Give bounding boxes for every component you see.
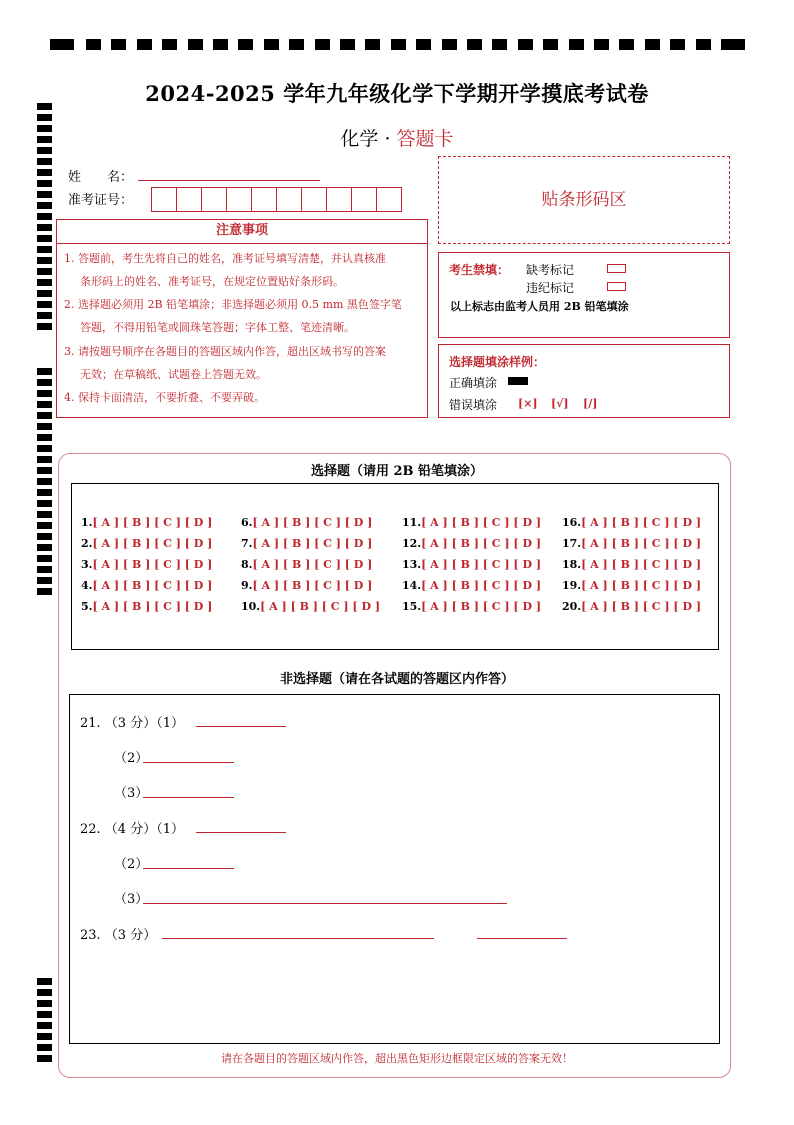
timing-mark (722, 39, 745, 50)
choice-question-number: 10. (241, 600, 261, 613)
timing-mark (315, 39, 330, 50)
choice-question[interactable] (241, 516, 372, 529)
timing-mark (37, 158, 52, 165)
timing-mark (645, 39, 660, 50)
choice-question-number: 6. (241, 516, 253, 529)
nonchoice-section-title: 非选择题（请在各试题的答题区内作答） (279, 672, 514, 687)
timing-mark (340, 39, 355, 50)
timing-mark (37, 434, 52, 441)
timing-mark (137, 39, 152, 50)
notice-line-6: 无效；在草稿纸、试题卷上答题无效。 (80, 368, 267, 381)
choice-question-number: 15. (402, 600, 422, 613)
choice-question-number: 8. (241, 558, 253, 571)
timing-mark (467, 39, 482, 50)
timing-mark (37, 290, 52, 297)
choice-question[interactable] (402, 600, 541, 613)
choice-question[interactable] (81, 537, 212, 550)
timing-mark (162, 39, 177, 50)
exam-id-cell[interactable] (151, 187, 177, 212)
choice-question-number: 20. (562, 600, 582, 613)
timing-mark (37, 511, 52, 518)
timing-mark (37, 478, 52, 485)
choice-options[interactable]: [ A ] [ B ] [ C ] [ D ] (260, 600, 381, 613)
choice-options[interactable]: [ A ] [ B ] [ C ] [ D ] (252, 516, 373, 529)
choice-options[interactable]: [ A ] [ B ] [ C ] [ D ] (92, 558, 213, 571)
choice-question[interactable] (402, 558, 541, 571)
q22-3-label: （3） (114, 892, 149, 907)
choice-question-number: 9. (241, 579, 253, 592)
q23-label: 23. （3 分） (80, 928, 157, 943)
timing-mark (569, 39, 584, 50)
choice-options[interactable]: [ A ] [ B ] [ C ] [ D ] (92, 579, 213, 592)
choice-question-number: 19. (562, 579, 582, 592)
choice-options[interactable]: [ A ] [ B ] [ C ] [ D ] (581, 516, 702, 529)
timing-mark (37, 500, 52, 507)
left-timing-marks-middle (37, 368, 52, 599)
choice-question-number: 12. (402, 537, 422, 550)
choice-options[interactable]: [ A ] [ B ] [ C ] [ D ] (252, 558, 373, 571)
exam-id-cell[interactable] (326, 187, 352, 212)
choice-question-number: 1. (81, 516, 93, 529)
timing-mark (416, 39, 431, 50)
choice-options[interactable]: [ A ] [ B ] [ C ] [ D ] (581, 579, 702, 592)
page-title: 2024-2025 学年九年级化学下学期开学摸底考试卷 (145, 81, 649, 106)
choice-options[interactable]: [ A ] [ B ] [ C ] [ D ] (252, 537, 373, 550)
wrong-fill-example-3: [/] (583, 397, 598, 410)
choice-question[interactable] (562, 579, 701, 592)
absent-mark-label: 缺考标记 (526, 263, 575, 277)
timing-mark (391, 39, 406, 50)
timing-mark (37, 368, 52, 375)
choice-question[interactable] (81, 516, 212, 529)
timing-mark (37, 257, 52, 264)
exam-id-cell[interactable] (276, 187, 302, 212)
timing-mark (670, 39, 685, 50)
timing-mark (188, 39, 203, 50)
q22-label: 22. （4 分）（1） (80, 822, 184, 837)
timing-mark (37, 379, 52, 386)
timing-mark (37, 1011, 52, 1018)
timing-mark (594, 39, 609, 50)
choice-options[interactable]: [ A ] [ B ] [ C ] [ D ] (421, 558, 542, 571)
choice-question[interactable] (402, 516, 541, 529)
choice-options[interactable]: [ A ] [ B ] [ C ] [ D ] (421, 579, 542, 592)
notice-line-3: 2. 选择题必须用 2B 铅笔填涂；非选择题必须用 0.5 mm 黑色签字笔 (64, 298, 402, 311)
timing-mark (37, 213, 52, 220)
timing-mark (37, 169, 52, 176)
timing-mark (289, 39, 304, 50)
timing-mark (37, 533, 52, 540)
timing-mark (37, 401, 52, 408)
fill-sample-title: 选择题填涂样例： (449, 355, 546, 369)
wrong-fill-example-1: [×] (518, 397, 538, 410)
timing-mark (518, 39, 533, 50)
choice-question[interactable] (562, 600, 701, 613)
choice-question[interactable] (81, 558, 212, 571)
timing-mark (696, 39, 711, 50)
exam-id-cell[interactable] (301, 187, 327, 212)
correct-fill-example (508, 377, 528, 385)
timing-mark (37, 412, 52, 419)
timing-mark (37, 1022, 52, 1029)
choice-question[interactable] (81, 600, 212, 613)
q21-3-answer-line[interactable] (143, 797, 234, 798)
timing-mark (37, 323, 52, 330)
q21-3-label: （3） (114, 786, 149, 801)
choice-question[interactable] (562, 537, 701, 550)
nonchoice-answer-box (69, 694, 720, 1044)
choice-options[interactable]: [ A ] [ B ] [ C ] [ D ] (581, 600, 702, 613)
choice-question-number: 14. (402, 579, 422, 592)
timing-mark (111, 39, 126, 50)
wrong-fill-label: 错误填涂 (449, 398, 498, 412)
name-field[interactable] (138, 180, 320, 181)
exam-id-cell[interactable] (226, 187, 252, 212)
choice-question[interactable] (241, 600, 380, 613)
violation-mark-label: 违纪标记 (526, 281, 575, 295)
choice-question[interactable] (241, 537, 372, 550)
notice-line-1: 1. 答题前，考生先将自己的姓名，准考证号填写清楚，并认真核准 (64, 252, 386, 265)
exam-id-cell[interactable] (201, 187, 227, 212)
timing-mark (37, 555, 52, 562)
choice-options[interactable]: [ A ] [ B ] [ C ] [ D ] (92, 516, 213, 529)
q22-1-answer-line[interactable] (196, 832, 286, 833)
timing-mark (37, 1000, 52, 1007)
timing-mark (37, 235, 52, 242)
footer-warning: 请在各题目的答题区域内作答，超出黑色矩形边框限定区域的答案无效！ (221, 1052, 573, 1065)
choice-options[interactable]: [ A ] [ B ] [ C ] [ D ] (421, 516, 542, 529)
timing-mark (37, 279, 52, 286)
subtitle-card: 答题卡 (396, 128, 454, 150)
timing-mark (37, 577, 52, 584)
q22-2-label: （2） (114, 857, 149, 872)
timing-mark (86, 39, 101, 50)
choice-question[interactable] (562, 558, 701, 571)
choice-question-number: 11. (402, 516, 422, 529)
choice-question[interactable] (81, 579, 212, 592)
exam-id-boxes[interactable] (152, 187, 402, 212)
violation-mark-box[interactable] (607, 282, 626, 291)
notice-heading: 注意事项 (56, 219, 428, 244)
choice-options[interactable]: [ A ] [ B ] [ C ] [ D ] (421, 537, 542, 550)
timing-mark (37, 246, 52, 253)
choice-question-number: 16. (562, 516, 582, 529)
timing-mark (37, 522, 52, 529)
choice-question[interactable] (562, 516, 701, 529)
correct-fill-label: 正确填涂 (449, 376, 498, 390)
page-subtitle (0, 124, 794, 151)
absent-mark-box[interactable] (607, 264, 626, 273)
choice-question-number: 3. (81, 558, 93, 571)
q21-2-answer-line[interactable] (143, 762, 234, 763)
exam-id-label: 准考证号： (68, 193, 134, 208)
timing-mark (37, 114, 52, 121)
forbidden-note: 以上标志由监考人员用 2B 铅笔填涂 (450, 300, 629, 313)
choice-question-number: 2. (81, 537, 93, 550)
q22-2-answer-line[interactable] (143, 868, 234, 869)
timing-mark (365, 39, 380, 50)
choice-question-number: 7. (241, 537, 253, 550)
timing-mark (37, 1033, 52, 1040)
timing-mark (619, 39, 634, 50)
exam-id-cell[interactable] (351, 187, 377, 212)
top-timing-marks (50, 39, 745, 51)
timing-mark (37, 268, 52, 275)
forbidden-label: 考生禁填： (449, 263, 510, 277)
choice-question[interactable] (402, 537, 541, 550)
choice-options[interactable]: [ A ] [ B ] [ C ] [ D ] (581, 558, 702, 571)
choice-question-number: 18. (562, 558, 582, 571)
timing-mark (37, 544, 52, 551)
timing-mark (37, 423, 52, 430)
q23-answer-line-1[interactable] (162, 938, 434, 939)
timing-mark (492, 39, 507, 50)
timing-mark (238, 39, 253, 50)
choice-question[interactable] (241, 579, 372, 592)
notice-line-5: 3. 请按题号顺序在各题目的答题区域内作答，超出区域书写的答案 (64, 345, 386, 358)
choice-question-number: 13. (402, 558, 422, 571)
timing-mark (37, 191, 52, 198)
timing-mark (213, 39, 228, 50)
choice-question[interactable] (241, 558, 372, 571)
timing-mark (264, 39, 279, 50)
choice-options[interactable]: [ A ] [ B ] [ C ] [ D ] (92, 537, 213, 550)
choice-question-number: 4. (81, 579, 93, 592)
timing-mark (37, 588, 52, 595)
wrong-fill-example-2: [√] (551, 397, 569, 410)
q21-label: 21. （3 分）（1） (80, 716, 184, 731)
timing-mark (37, 301, 52, 308)
name-label: 姓 名： (68, 170, 134, 185)
q22-3-answer-line[interactable] (143, 903, 507, 904)
exam-id-cell[interactable] (376, 187, 402, 212)
choice-options[interactable]: [ A ] [ B ] [ C ] [ D ] (92, 600, 213, 613)
timing-mark (37, 180, 52, 187)
timing-mark (37, 978, 52, 985)
timing-mark (442, 39, 457, 50)
choice-options[interactable]: [ A ] [ B ] [ C ] [ D ] (421, 600, 542, 613)
timing-mark (543, 39, 558, 50)
notice-line-4: 答题，不得用铅笔或圆珠笔答题；字体工整、笔迹清晰。 (80, 321, 355, 334)
timing-mark (37, 989, 52, 996)
timing-mark (37, 224, 52, 231)
q21-1-answer-line[interactable] (196, 726, 286, 727)
timing-mark (37, 202, 52, 209)
timing-mark (37, 390, 52, 397)
exam-id-cell[interactable] (251, 187, 277, 212)
timing-mark (50, 39, 74, 50)
q23-answer-line-2[interactable] (477, 938, 567, 939)
exam-id-cell[interactable] (176, 187, 202, 212)
choice-options[interactable]: [ A ] [ B ] [ C ] [ D ] (252, 579, 373, 592)
timing-mark (37, 566, 52, 573)
subtitle-subject: 化学 · (340, 128, 397, 150)
choice-section-title: 选择题（请用 2B 铅笔填涂） (310, 464, 484, 479)
choice-options[interactable]: [ A ] [ B ] [ C ] [ D ] (581, 537, 702, 550)
notice-line-7: 4. 保持卡面清洁，不要折叠、不要弄破。 (64, 391, 265, 404)
timing-mark (37, 489, 52, 496)
q21-2-label: （2） (114, 751, 149, 766)
notice-line-2: 条形码上的姓名、准考证号，在规定位置贴好条形码。 (80, 275, 344, 288)
choice-question-number: 5. (81, 600, 93, 613)
timing-mark (37, 445, 52, 452)
choice-question[interactable] (402, 579, 541, 592)
choice-question-number: 17. (562, 537, 582, 550)
timing-mark (37, 312, 52, 319)
barcode-area[interactable]: 贴条形码区 (438, 156, 730, 244)
